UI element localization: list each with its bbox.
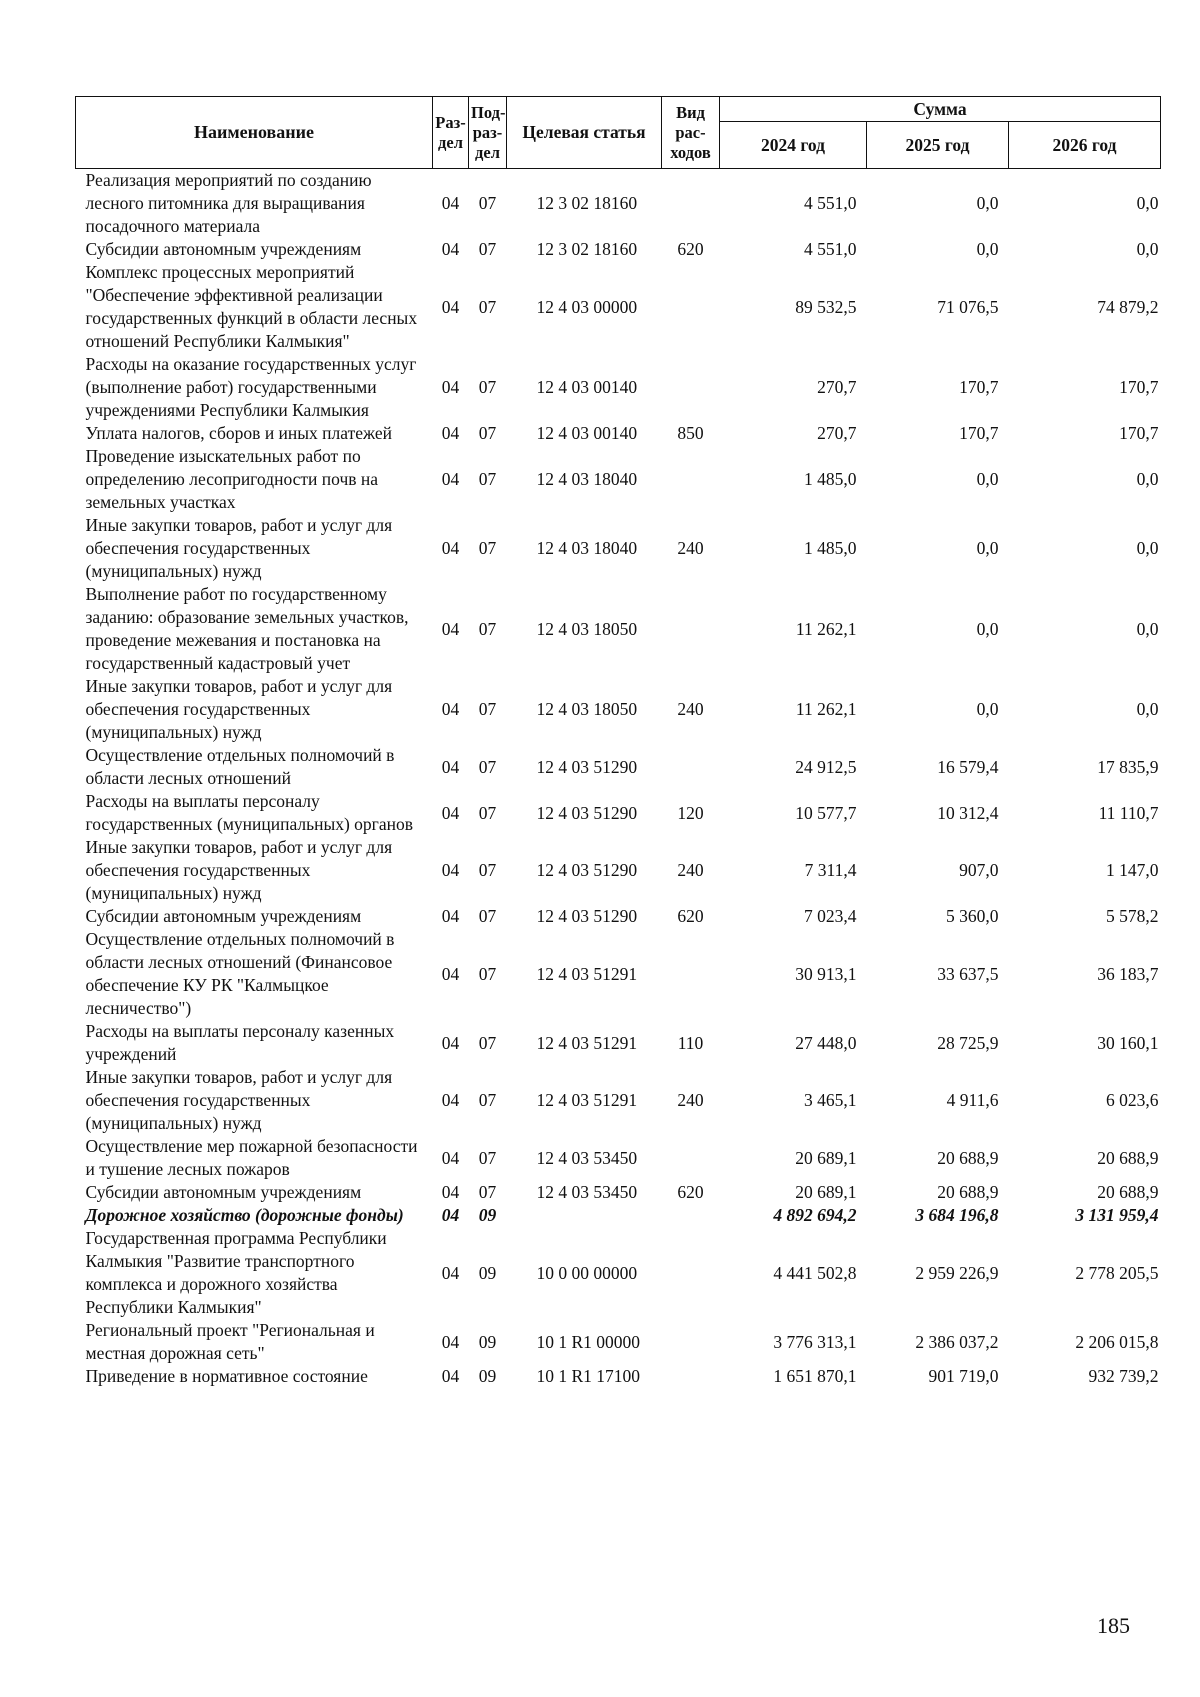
row-statya: 12 4 03 51290: [536, 802, 638, 823]
row-name: Комплекс процессных мероприятий "Обеспечение эффективной реализации государственных функций в области лесных отношений Республики Калмыкия": [85, 262, 418, 351]
row-sum-2025: 0,0: [976, 699, 999, 719]
table-header: [76, 97, 1161, 169]
row-razdel: 04: [441, 1205, 460, 1225]
row-sum-2025: 20 688,9: [937, 1182, 999, 1202]
row-statya: 12 4 03 18040: [536, 538, 638, 558]
row-razdel: 04: [441, 423, 460, 443]
row-sum-2025: 0,0: [976, 239, 999, 259]
row-sum-2026: 2 778 205,5: [1075, 1262, 1159, 1283]
row-sum-2024: 89 532,5: [795, 296, 857, 317]
row-statya: [507, 1204, 662, 1227]
row-statya: 12 4 03 51291: [536, 963, 638, 984]
row-vid: 110: [677, 1032, 704, 1053]
row-sum-2025: 2 386 037,2: [915, 1331, 999, 1352]
row-sum-2025: 907,0: [959, 860, 999, 880]
header-summa: Сумма: [720, 97, 1161, 122]
row-sum-2026: 5 578,2: [1106, 906, 1159, 926]
table-row: [76, 1204, 1161, 1227]
row-razdel: 04: [441, 860, 460, 880]
row-sum-2024: 10 577,7: [795, 802, 857, 823]
table-row: [76, 445, 1161, 514]
table-row: [76, 1181, 1161, 1204]
row-razdel: 04: [441, 1147, 460, 1168]
row-vid: 620: [677, 1182, 704, 1202]
row-sum-2024: 3 465,1: [804, 1090, 857, 1110]
row-name: Осуществление мер пожарной безопасности и тушение лесных пожаров: [85, 1136, 418, 1179]
row-sum-2025: 10 312,4: [937, 802, 999, 823]
row-sum-2026: 2 206 015,8: [1075, 1331, 1159, 1352]
row-razdel: 04: [441, 963, 460, 984]
row-razdel: 04: [441, 239, 460, 259]
header-year-2024: 2024 год: [720, 122, 867, 169]
row-sum-2026: 74 879,2: [1097, 296, 1159, 317]
row-podrazdel: 07: [478, 906, 497, 926]
row-vid: 620: [677, 906, 704, 926]
row-sum-2025: 0,0: [976, 469, 999, 489]
row-sum-2024: 4 551,0: [804, 239, 857, 259]
row-sum-2025: 3 684 196,8: [915, 1205, 999, 1225]
row-statya: 10 1 R1 00000: [536, 1331, 641, 1352]
row-vid: 240: [677, 1090, 704, 1110]
row-sum-2024: 270,7: [817, 377, 857, 397]
row-razdel: 04: [441, 538, 460, 558]
row-sum-2024: 20 689,1: [795, 1147, 857, 1168]
table-row: [76, 261, 1161, 353]
row-podrazdel: 07: [478, 1182, 497, 1202]
row-podrazdel: 07: [478, 377, 497, 397]
row-name: Осуществление отдельных полномочий в области лесных отношений: [85, 745, 395, 788]
table-row: [76, 675, 1161, 744]
row-sum-2025: 71 076,5: [937, 296, 999, 317]
row-name: Осуществление отдельных полномочий в области лесных отношений (Финансовое обеспечение КУ РК "Калмыцкое лесничество"): [85, 929, 395, 1018]
row-podrazdel: 07: [478, 239, 497, 259]
row-statya: 12 3 02 18160: [536, 239, 638, 259]
row-sum-2024: 7 311,4: [804, 860, 857, 880]
row-vid: [662, 445, 720, 514]
row-podrazdel: 07: [478, 469, 497, 489]
row-sum-2025: 2 959 226,9: [915, 1262, 999, 1283]
row-sum-2026: 11 110,7: [1098, 802, 1159, 823]
row-razdel: 04: [441, 377, 460, 397]
row-sum-2025: 0,0: [976, 618, 999, 639]
row-podrazdel: 09: [478, 1366, 497, 1386]
row-sum-2026: 932 739,2: [1088, 1366, 1159, 1386]
row-name: Приведение в нормативное состояние: [85, 1366, 368, 1386]
budget-table: [75, 96, 1161, 1388]
row-podrazdel: 09: [478, 1205, 497, 1225]
row-razdel: 04: [441, 1032, 460, 1053]
row-sum-2025: 4 911,6: [946, 1090, 999, 1110]
row-vid: [662, 1135, 720, 1181]
row-sum-2024: 1 485,0: [804, 538, 857, 558]
row-name: Субсидии автономным учреждениям: [85, 1182, 362, 1202]
row-razdel: 04: [441, 1182, 460, 1202]
row-sum-2026: 30 160,1: [1097, 1032, 1159, 1053]
header-year-2025: 2025 год: [867, 122, 1009, 169]
row-podrazdel: 07: [478, 963, 497, 984]
row-sum-2025: 901 719,0: [928, 1366, 999, 1386]
row-podrazdel: 07: [478, 423, 497, 443]
table-row: [76, 1066, 1161, 1135]
table-row: [76, 422, 1161, 445]
page-number: 185: [1097, 1613, 1130, 1638]
row-statya: 12 4 03 51291: [536, 1032, 638, 1053]
row-name: Государственная программа Республики Калмыкия "Развитие транспортного комплекса и дорожного хозяйства Республики Калмыкия": [85, 1228, 387, 1317]
row-sum-2024: 1 485,0: [804, 469, 857, 489]
row-sum-2026: 1 147,0: [1106, 860, 1159, 880]
table-row: [76, 238, 1161, 261]
row-sum-2024: 4 551,0: [804, 193, 857, 213]
row-sum-2024: 4 892 694,2: [773, 1205, 857, 1225]
row-podrazdel: 07: [478, 193, 497, 213]
row-razdel: 04: [441, 296, 460, 317]
header-razdel: Раз-дел: [433, 97, 469, 169]
row-vid: [662, 1365, 720, 1388]
table-row: [76, 1365, 1161, 1388]
row-name: Региональный проект "Региональная и местная дорожная сеть": [85, 1320, 375, 1363]
row-name: Проведение изыскательных работ по определению лесопригодности почв на земельных участках: [85, 446, 379, 512]
row-sum-2024: 11 262,1: [795, 618, 857, 639]
row-vid: 850: [677, 423, 704, 443]
row-razdel: 04: [441, 1090, 460, 1110]
row-sum-2025: 0,0: [976, 538, 999, 558]
row-vid: [662, 1227, 720, 1319]
row-vid: [662, 1204, 720, 1227]
row-sum-2026: 0,0: [1136, 538, 1159, 558]
row-sum-2026: 170,7: [1119, 423, 1159, 443]
table-row: [76, 169, 1161, 239]
row-podrazdel: 09: [478, 1331, 497, 1352]
table-row: [76, 744, 1161, 790]
row-name: Субсидии автономным учреждениям: [85, 239, 362, 259]
row-sum-2024: 270,7: [817, 423, 857, 443]
row-sum-2024: 20 689,1: [795, 1182, 857, 1202]
row-statya: 12 4 03 00000: [536, 296, 638, 317]
row-name: Расходы на выплаты персоналу казенных учреждений: [85, 1021, 395, 1064]
row-sum-2025: 0,0: [976, 193, 999, 213]
row-sum-2024: 24 912,5: [795, 756, 857, 777]
row-name: Субсидии автономным учреждениям: [85, 906, 362, 926]
row-sum-2026: 3 131 959,4: [1075, 1205, 1159, 1225]
header-vid: Вид рас-ходов: [662, 97, 720, 169]
row-vid: [662, 744, 720, 790]
row-sum-2024: 1 651 870,1: [773, 1366, 857, 1386]
row-name: Реализация мероприятий по созданию лесного питомника для выращивания посадочного материала: [85, 170, 372, 236]
row-razdel: 04: [441, 618, 460, 639]
header-year-2026: 2026 год: [1009, 122, 1161, 169]
row-podrazdel: 07: [478, 1032, 497, 1053]
row-sum-2026: 0,0: [1136, 618, 1159, 639]
row-podrazdel: 07: [478, 860, 497, 880]
row-sum-2026: 0,0: [1136, 469, 1159, 489]
row-vid: [662, 1319, 720, 1365]
row-razdel: 04: [441, 193, 460, 213]
table-row: [76, 1135, 1161, 1181]
row-sum-2026: 0,0: [1136, 699, 1159, 719]
row-vid: [662, 353, 720, 422]
row-name: Уплата налогов, сборов и иных платежей: [85, 423, 392, 443]
row-name: Иные закупки товаров, работ и услуг для обеспечения государственных (муниципальных) нужд: [85, 1067, 393, 1133]
row-podrazdel: 07: [478, 296, 497, 317]
row-sum-2024: 4 441 502,8: [773, 1262, 857, 1283]
row-vid: 240: [677, 538, 704, 558]
row-statya: 12 4 03 00140: [536, 423, 638, 443]
row-sum-2025: 28 725,9: [937, 1032, 999, 1053]
row-name: Расходы на выплаты персоналу государственных (муниципальных) органов: [85, 791, 414, 834]
row-statya: 12 4 03 51290: [536, 756, 638, 777]
row-sum-2026: 170,7: [1119, 377, 1159, 397]
header-statya: Целевая статья: [507, 97, 662, 169]
row-sum-2024: 27 448,0: [795, 1032, 857, 1053]
table-body: [76, 169, 1161, 1389]
row-statya: 12 4 03 51290: [536, 860, 638, 880]
row-statya: 10 1 R1 17100: [536, 1366, 641, 1386]
table-row: [76, 514, 1161, 583]
row-statya: 12 4 03 00140: [536, 377, 638, 397]
row-podrazdel: 07: [478, 699, 497, 719]
row-vid: [662, 583, 720, 675]
row-statya: 12 4 03 51291: [536, 1090, 638, 1110]
row-sum-2026: 20 688,9: [1097, 1147, 1159, 1168]
row-sum-2025: 5 360,0: [946, 906, 999, 926]
row-name: Иные закупки товаров, работ и услуг для обеспечения государственных (муниципальных) нужд: [85, 837, 393, 903]
table-row: [76, 1227, 1161, 1319]
row-razdel: 04: [441, 699, 460, 719]
row-podrazdel: 07: [478, 756, 497, 777]
row-sum-2026: 0,0: [1136, 239, 1159, 259]
row-statya: 12 4 03 18040: [536, 469, 638, 489]
row-razdel: 04: [441, 906, 460, 926]
row-vid: 120: [677, 802, 704, 823]
row-podrazdel: 07: [478, 538, 497, 558]
row-vid: [662, 169, 720, 239]
row-sum-2025: 170,7: [959, 423, 999, 443]
row-podrazdel: 07: [478, 1090, 497, 1110]
table-row: [76, 905, 1161, 928]
row-name: Выполнение работ по государственному заданию: образование земельных участков, проведение межевания и постановка на государственный кадастровый учет: [85, 584, 409, 673]
row-name: Иные закупки товаров, работ и услуг для обеспечения государственных (муниципальных) нужд: [85, 515, 393, 581]
row-statya: 12 4 03 51290: [536, 906, 638, 926]
header-podrazdel: Под-раз-дел: [469, 97, 507, 169]
row-sum-2026: 17 835,9: [1097, 756, 1159, 777]
row-name: Расходы на оказание государственных услуг (выполнение работ) государственными учреждениями Республики Калмыкия: [85, 354, 417, 420]
table-row: [76, 1319, 1161, 1365]
table-row: [76, 928, 1161, 1020]
row-vid: [662, 261, 720, 353]
row-statya: 12 4 03 18050: [536, 699, 638, 719]
table-row: [76, 353, 1161, 422]
row-sum-2025: 20 688,9: [937, 1147, 999, 1168]
row-razdel: 04: [441, 1262, 460, 1283]
row-statya: 12 4 03 18050: [536, 618, 638, 639]
row-statya: 12 4 03 53450: [536, 1182, 638, 1202]
budget-document: [75, 96, 1160, 1388]
row-vid: 240: [677, 699, 704, 719]
row-podrazdel: 07: [478, 618, 497, 639]
row-sum-2024: 11 262,1: [795, 699, 857, 719]
row-sum-2024: 30 913,1: [795, 963, 857, 984]
row-sum-2024: 3 776 313,1: [773, 1331, 857, 1352]
row-razdel: 04: [441, 1331, 460, 1352]
row-podrazdel: 07: [478, 1147, 497, 1168]
row-vid: 620: [677, 239, 704, 259]
table-row: [76, 790, 1161, 836]
row-sum-2026: 36 183,7: [1097, 963, 1159, 984]
row-name: Дорожное хозяйство (дорожные фонды): [85, 1205, 404, 1225]
header-name: Наименование: [76, 97, 433, 169]
row-sum-2026: 20 688,9: [1097, 1182, 1159, 1202]
row-sum-2026: 6 023,6: [1106, 1090, 1159, 1110]
row-sum-2025: 16 579,4: [937, 756, 999, 777]
table-row: [76, 1020, 1161, 1066]
row-podrazdel: 09: [478, 1262, 497, 1283]
row-name: Иные закупки товаров, работ и услуг для обеспечения государственных (муниципальных) нужд: [85, 676, 393, 742]
row-vid: 240: [677, 860, 704, 880]
row-statya: 12 4 03 53450: [536, 1147, 638, 1168]
row-podrazdel: 07: [478, 802, 497, 823]
row-vid: [662, 928, 720, 1020]
row-razdel: 04: [441, 469, 460, 489]
row-statya: 12 3 02 18160: [536, 193, 638, 213]
row-razdel: 04: [441, 802, 460, 823]
row-razdel: 04: [441, 1366, 460, 1386]
row-sum-2025: 170,7: [959, 377, 999, 397]
row-razdel: 04: [441, 756, 460, 777]
table-row: [76, 836, 1161, 905]
row-sum-2026: 0,0: [1136, 193, 1159, 213]
row-sum-2025: 33 637,5: [937, 963, 999, 984]
row-statya: 10 0 00 00000: [536, 1262, 638, 1283]
table-row: [76, 583, 1161, 675]
row-sum-2024: 7 023,4: [804, 906, 857, 926]
